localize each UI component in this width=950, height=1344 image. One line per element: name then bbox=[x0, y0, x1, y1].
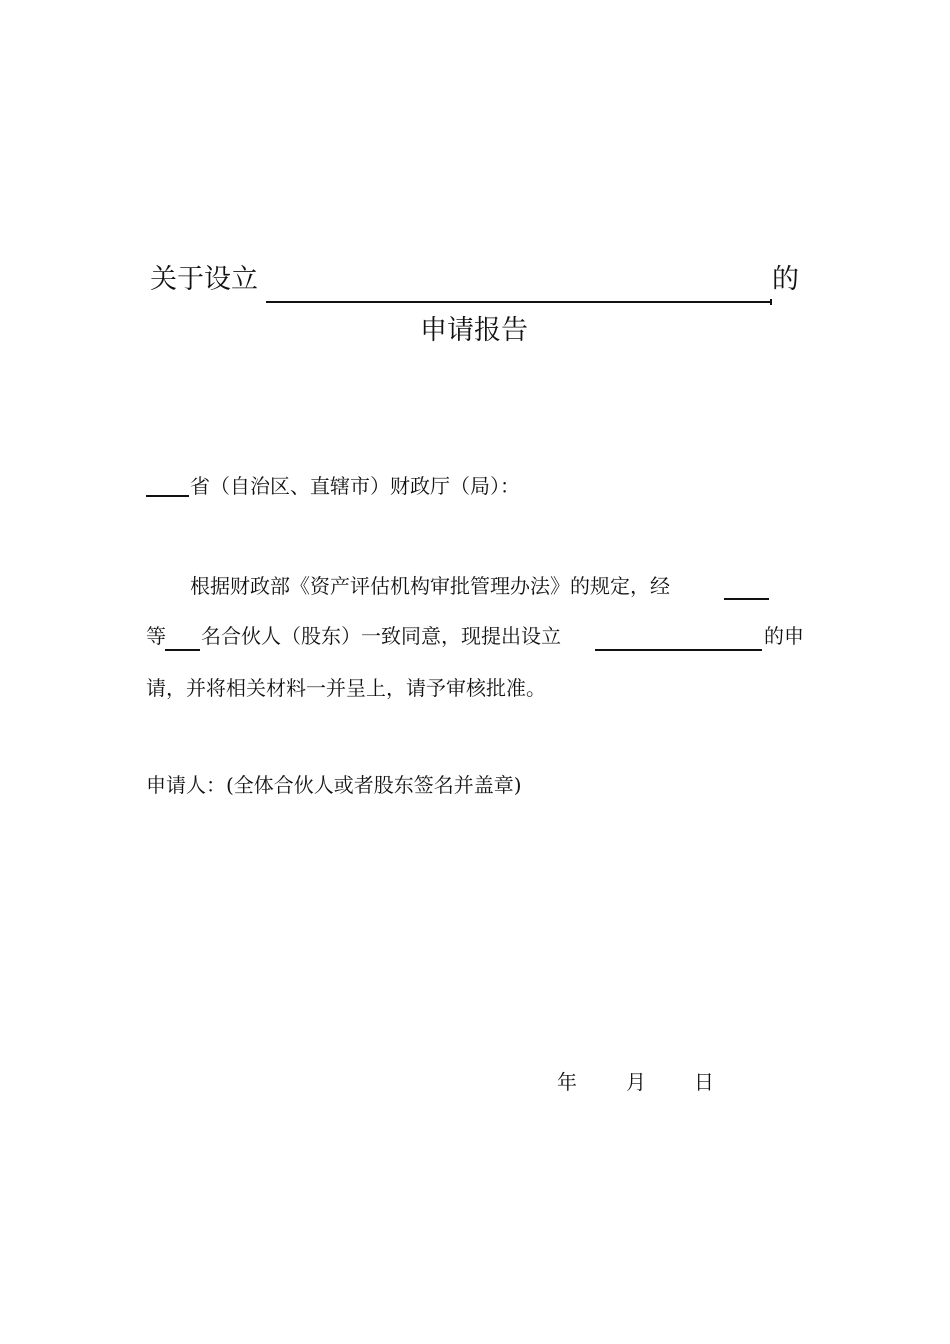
title-line2: 申请报告 bbox=[420, 315, 528, 346]
body-line2-middle: 名合伙人（股东）一致同意，现提出设立 bbox=[201, 624, 561, 648]
title-institution-blank[interactable] bbox=[266, 301, 772, 303]
date-year: 年 bbox=[557, 1070, 577, 1094]
body-line2-prefix: 等 bbox=[146, 624, 166, 648]
title-suffix: 的 bbox=[772, 264, 799, 295]
date-month: 月 bbox=[626, 1070, 646, 1094]
body-line3: 请，并将相关材料一并呈上，请予审核批准。 bbox=[146, 676, 546, 700]
applicant-label: 申请人：(全体合伙人或者股东签名并盖章) bbox=[146, 773, 522, 797]
title-blank-end-mark bbox=[770, 299, 772, 305]
province-blank[interactable] bbox=[146, 495, 189, 497]
date-day: 日 bbox=[694, 1070, 714, 1094]
partner-count-blank[interactable] bbox=[165, 649, 200, 651]
body-line2-suffix: 的申 bbox=[764, 624, 804, 648]
body-line1: 根据财政部《资产评估机构审批管理办法》的规定，经 bbox=[190, 574, 670, 598]
partner-names-blank[interactable] bbox=[724, 598, 769, 600]
institution-name-blank[interactable] bbox=[595, 649, 762, 651]
title-prefix: 关于设立 bbox=[150, 264, 258, 295]
salutation: 省（自治区、直辖市）财政厅（局）： bbox=[190, 474, 520, 498]
